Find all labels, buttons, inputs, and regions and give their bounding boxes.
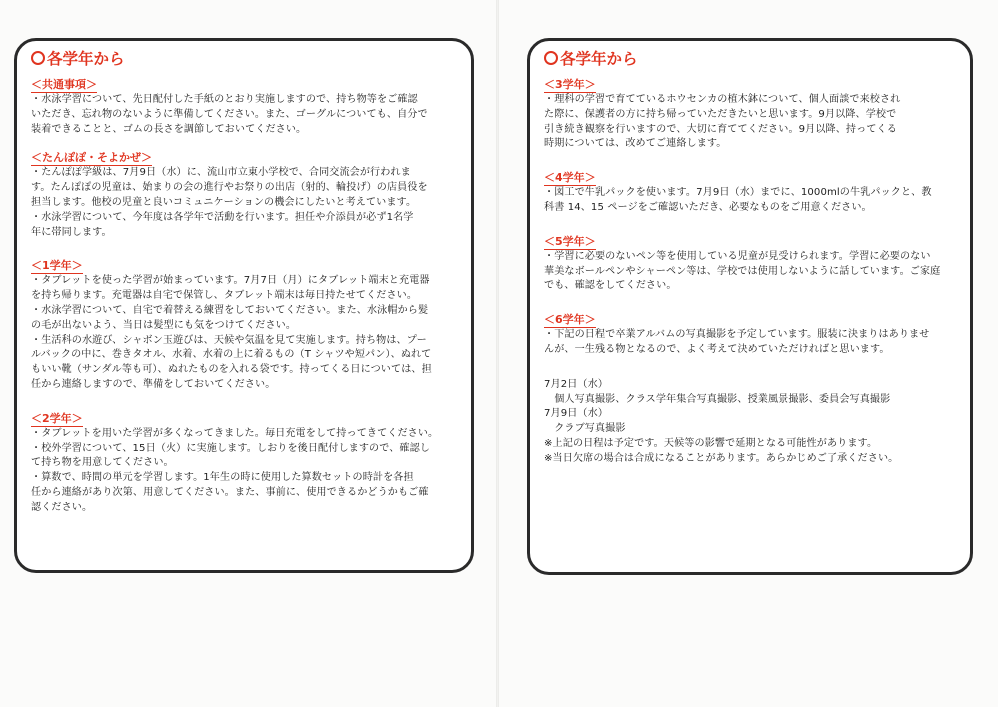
schedule-item: 個人写真撮影、クラス学年集合写真撮影、授業風景撮影、委員会写真撮影 — [544, 393, 891, 405]
text-line: ・生活科の水遊び、シャボン玉遊びは、天候や気温を見て実施します。持ち物は、プー — [31, 334, 427, 346]
section-heading: ＜5学年＞ — [544, 234, 596, 248]
text-line: 時期については、改めてご連絡します。 — [544, 138, 727, 150]
text-line: ・学習に必要のないペン等を使用している児童が見受けられます。学習に必要のない — [544, 250, 931, 262]
section-heading: ＜たんぽぽ・そよかぜ＞ — [31, 151, 152, 165]
schedule-note: ※当日欠席の場合は合成になることがあります。あらかじめご了承ください。 — [544, 452, 899, 464]
text-line: ・タブレットを使った学習が始まっています。7月7日（月）にタブレット端末と充電器 — [31, 275, 430, 287]
text-line: 任から連絡しますので、準備をしておいてください。 — [31, 378, 276, 390]
circle-mark-icon — [31, 51, 45, 65]
text-line: ・たんぽぽ学級は、7月9日（水）に、流山市立東小学校で、合同交流会が行われま — [31, 167, 411, 179]
text-line: ルバックの中に、巻きタオル、水着、水着の上に着るもの（T シャツや短パン）、ぬれて — [31, 349, 432, 361]
text-line: 担当します。他校の児童と良いコミュニケーションの機会にしたいと考えています。 — [31, 196, 417, 208]
section-grade4 — [544, 166, 958, 216]
text-line: 任から連絡があり次第、用意してください。また、事前に、使用できるかどうかもご確 — [31, 486, 429, 498]
schedule-item: クラブ写真撮影 — [544, 423, 626, 435]
text-line: ・校外学習について、15日（火）に実施します。しおりを後日配付しますので、確認し — [31, 442, 430, 454]
section-tanpopo-soyokaze — [31, 146, 459, 240]
text-line: 認ください。 — [31, 501, 93, 513]
text-line: の毛が出ないよう、当日は髪型にも気をつけてください。 — [31, 319, 297, 331]
text-line: ・水泳学習について、先日配付した手紙のとおり実施しますので、持ち物等をご確認 — [31, 94, 418, 105]
schedule-note: ※上記の日程は予定です。天候等の影響で延期となる可能性があります。 — [544, 437, 878, 449]
section-heading: ＜共通事項＞ — [31, 78, 97, 91]
text-line: ・下記の日程で卒業アルバムの写真撮影を予定しています。服装に決まりはありませ — [544, 329, 930, 341]
section-grade6 — [544, 308, 958, 358]
section-common — [31, 73, 459, 137]
text-line: ・タブレットを用いた学習が多くなってきました。毎日充電をして持ってきてください。 — [31, 427, 439, 439]
section-heading: ＜4学年＞ — [544, 171, 596, 185]
photo-schedule — [544, 378, 958, 467]
section-grade3 — [544, 73, 958, 152]
text-line: ・図工で牛乳パックを使います。7月9日（水）までに、1000mlの牛乳パックと、教 — [544, 187, 932, 199]
page-fold — [496, 0, 499, 707]
section-grade1 — [31, 254, 459, 392]
section-heading: ＜1学年＞ — [31, 259, 83, 273]
circle-mark-icon — [544, 51, 558, 65]
right-card — [527, 38, 973, 575]
section-grade5 — [544, 230, 958, 294]
text-line: 年に帯同します。 — [31, 226, 112, 238]
text-line: ・算数で、時間の単元を学習します。1年生の時に使用した算数セットの時計を各担 — [31, 472, 414, 484]
text-line: 引き続き観察を行いますので、大切に育ててください。9月以降、持ってくる — [544, 123, 897, 135]
text-line: を持ち帰ります。充電器は自宅で保管し、タブレット端末は毎日持たせてください。 — [31, 290, 418, 302]
text-line: ・理科の学習で育てているホウセンカの植木鉢について、個人面談で来校され — [544, 94, 901, 105]
text-line: ・水泳学習について、自宅で着替える練習をしておいてください。また、水泳帽から髪 — [31, 304, 429, 316]
text-line: 装着できることと、ゴムの長さを調節しておいてください。 — [31, 123, 307, 135]
section-heading: ＜6学年＞ — [544, 313, 596, 327]
section-heading: ＜2学年＞ — [31, 411, 83, 425]
left-title: 各学年から — [31, 50, 459, 69]
text-line: もいい靴（サンダル等も可）、ぬれたものを入れる袋です。持ってくる日については、担 — [31, 364, 432, 376]
text-line: いただき、忘れ物のないように準備してください。また、ゴーグルについても、自分で — [31, 108, 428, 120]
text-line: でも、確認をしてください。 — [544, 280, 677, 292]
schedule-date: 7月9日（水） — [544, 408, 609, 420]
section-grade2 — [31, 407, 459, 516]
schedule-date: 7月2日（水） — [544, 378, 609, 390]
left-card — [14, 38, 474, 573]
text-line: んが、一生残る物となるので、よく考えて決めていただければと思います。 — [544, 343, 890, 355]
text-line: ・水泳学習について、今年度は各学年で活動を行います。担任や介添員が必ず1名学 — [31, 211, 414, 223]
text-line: 華美なボールペンやシャーペン等は、学校では使用しないように話しています。ご家庭 — [544, 265, 941, 277]
section-heading: ＜3学年＞ — [544, 78, 596, 91]
text-line: た際に、保護者の方に持ち帰っていただきたいと思います。9月以降、学校で — [544, 108, 897, 120]
text-line: す。たんぽぽの児童は、始まりの会の進行やお祭りの出店（射的、輪投げ）の店員役を — [31, 182, 428, 194]
text-line: て持ち物を用意してください。 — [31, 457, 174, 469]
text-line: 科書 14、15 ページをご確認いただき、必要なものをご用意ください。 — [544, 201, 872, 213]
right-title: 各学年から — [544, 50, 958, 69]
